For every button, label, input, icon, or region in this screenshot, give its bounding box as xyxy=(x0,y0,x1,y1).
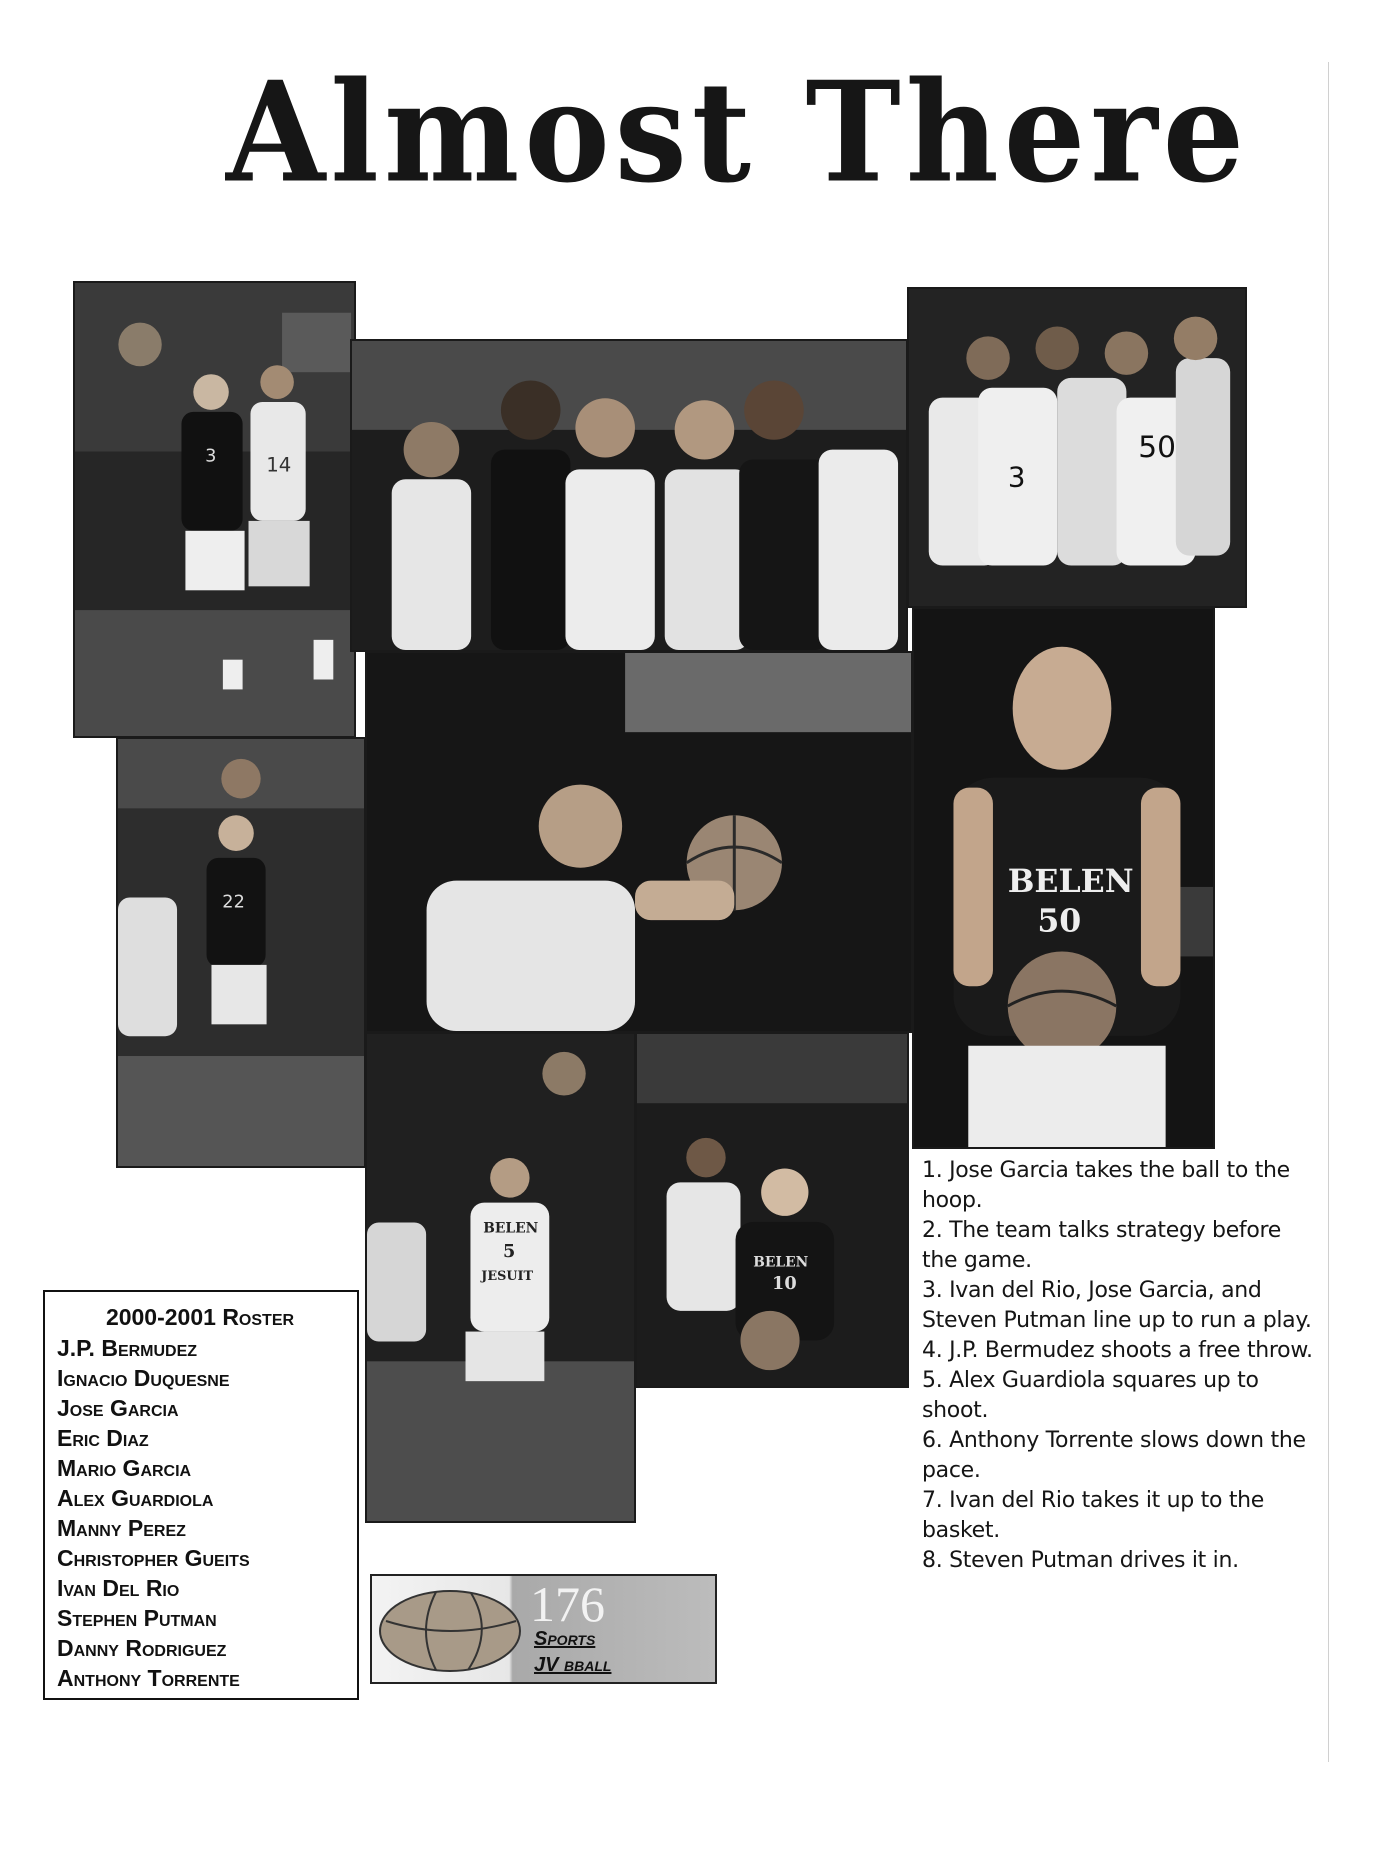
caption-3: 3. Ivan del Rio, Jose Garcia, and Steven Putman line up to run a play. xyxy=(922,1278,1312,1333)
photo-player-22-image xyxy=(118,739,364,1166)
caption-8: 8. Steven Putman drives it in. xyxy=(922,1548,1239,1573)
roster-player: Christopher Gueits xyxy=(57,1545,250,1571)
photo-layup-image xyxy=(75,283,354,736)
folio-block xyxy=(370,1574,717,1684)
photo-captions xyxy=(922,1156,1322,1576)
caption-4: 4. J.P. Bermudez shoots a free throw. xyxy=(922,1338,1313,1363)
roster-player: Ignacio Duquesne xyxy=(57,1365,230,1391)
page-number: 176 xyxy=(530,1576,605,1632)
roster-box xyxy=(43,1290,359,1700)
roster-player: Manny Perez xyxy=(57,1515,186,1541)
roster-player: J.P. Bermudez xyxy=(57,1335,198,1361)
photo-free-throw-image xyxy=(367,653,911,1031)
roster-player: Stephen Putman xyxy=(57,1605,217,1631)
photo-player-10 xyxy=(635,1032,909,1388)
photo-player-50-image xyxy=(914,609,1213,1147)
subsection-label: JV bball xyxy=(534,1654,612,1676)
roster-player: Alex Guardiola xyxy=(57,1485,214,1511)
roster-player: Ivan Del Rio xyxy=(57,1575,180,1601)
photo6-team-name: BELEN xyxy=(1007,862,1134,900)
caption-2: 2. The team talks strategy before the game. xyxy=(922,1218,1282,1273)
roster-player: Danny Rodriguez xyxy=(57,1635,227,1661)
photo-team-huddle-image xyxy=(909,289,1245,606)
photo8-jersey: 10 xyxy=(772,1273,797,1295)
roster-player: Eric Diaz xyxy=(57,1425,149,1451)
photo7-school: JESUIT xyxy=(481,1268,534,1284)
roster-player: Anthony Torrente xyxy=(57,1665,240,1691)
basketball-icon xyxy=(376,1586,524,1676)
caption-6: 6. Anthony Torrente slows down the pace. xyxy=(922,1428,1306,1483)
photo-team-lineup-image xyxy=(352,341,906,650)
photo7-team-name: BELEN xyxy=(483,1220,539,1237)
photo-team-lineup xyxy=(350,339,908,652)
caption-5: 5. Alex Guardiola squares up to shoot. xyxy=(922,1368,1259,1423)
photo3-jersey-a: 3 xyxy=(1007,460,1026,494)
photo-player-50 xyxy=(912,607,1215,1149)
photo-player-5 xyxy=(365,1032,636,1523)
photo-player-5-image xyxy=(367,1034,634,1521)
photo8-team-name: BELEN xyxy=(753,1254,809,1271)
caption-7: 7. Ivan del Rio takes it up to the basket. xyxy=(922,1488,1265,1543)
photo-player-22 xyxy=(116,737,366,1168)
photo1-jersey-b: 14 xyxy=(266,453,292,477)
photo4-jersey: 22 xyxy=(222,892,245,913)
photo7-jersey: 5 xyxy=(502,1241,516,1263)
photo3-jersey-b: 50 xyxy=(1138,428,1176,464)
roster-title: 2000-2001 Roster xyxy=(105,1304,295,1330)
photo-layup xyxy=(73,281,356,738)
roster-player: Mario Garcia xyxy=(57,1455,192,1481)
photo-team-huddle xyxy=(907,287,1247,608)
roster-list xyxy=(57,1333,357,1693)
section-label: Sports xyxy=(534,1628,596,1650)
photo1-jersey-a: 3 xyxy=(205,445,217,467)
page-edge-line xyxy=(1328,62,1329,1762)
photo-free-throw xyxy=(365,651,913,1033)
photo-player-10-image xyxy=(637,1034,907,1386)
roster-player: Jose Garcia xyxy=(57,1395,179,1421)
photo6-jersey: 50 xyxy=(1037,902,1082,940)
caption-1: 1. Jose Garcia takes the ball to the hoop. xyxy=(922,1158,1290,1213)
page-title: Almost There xyxy=(226,52,1250,214)
